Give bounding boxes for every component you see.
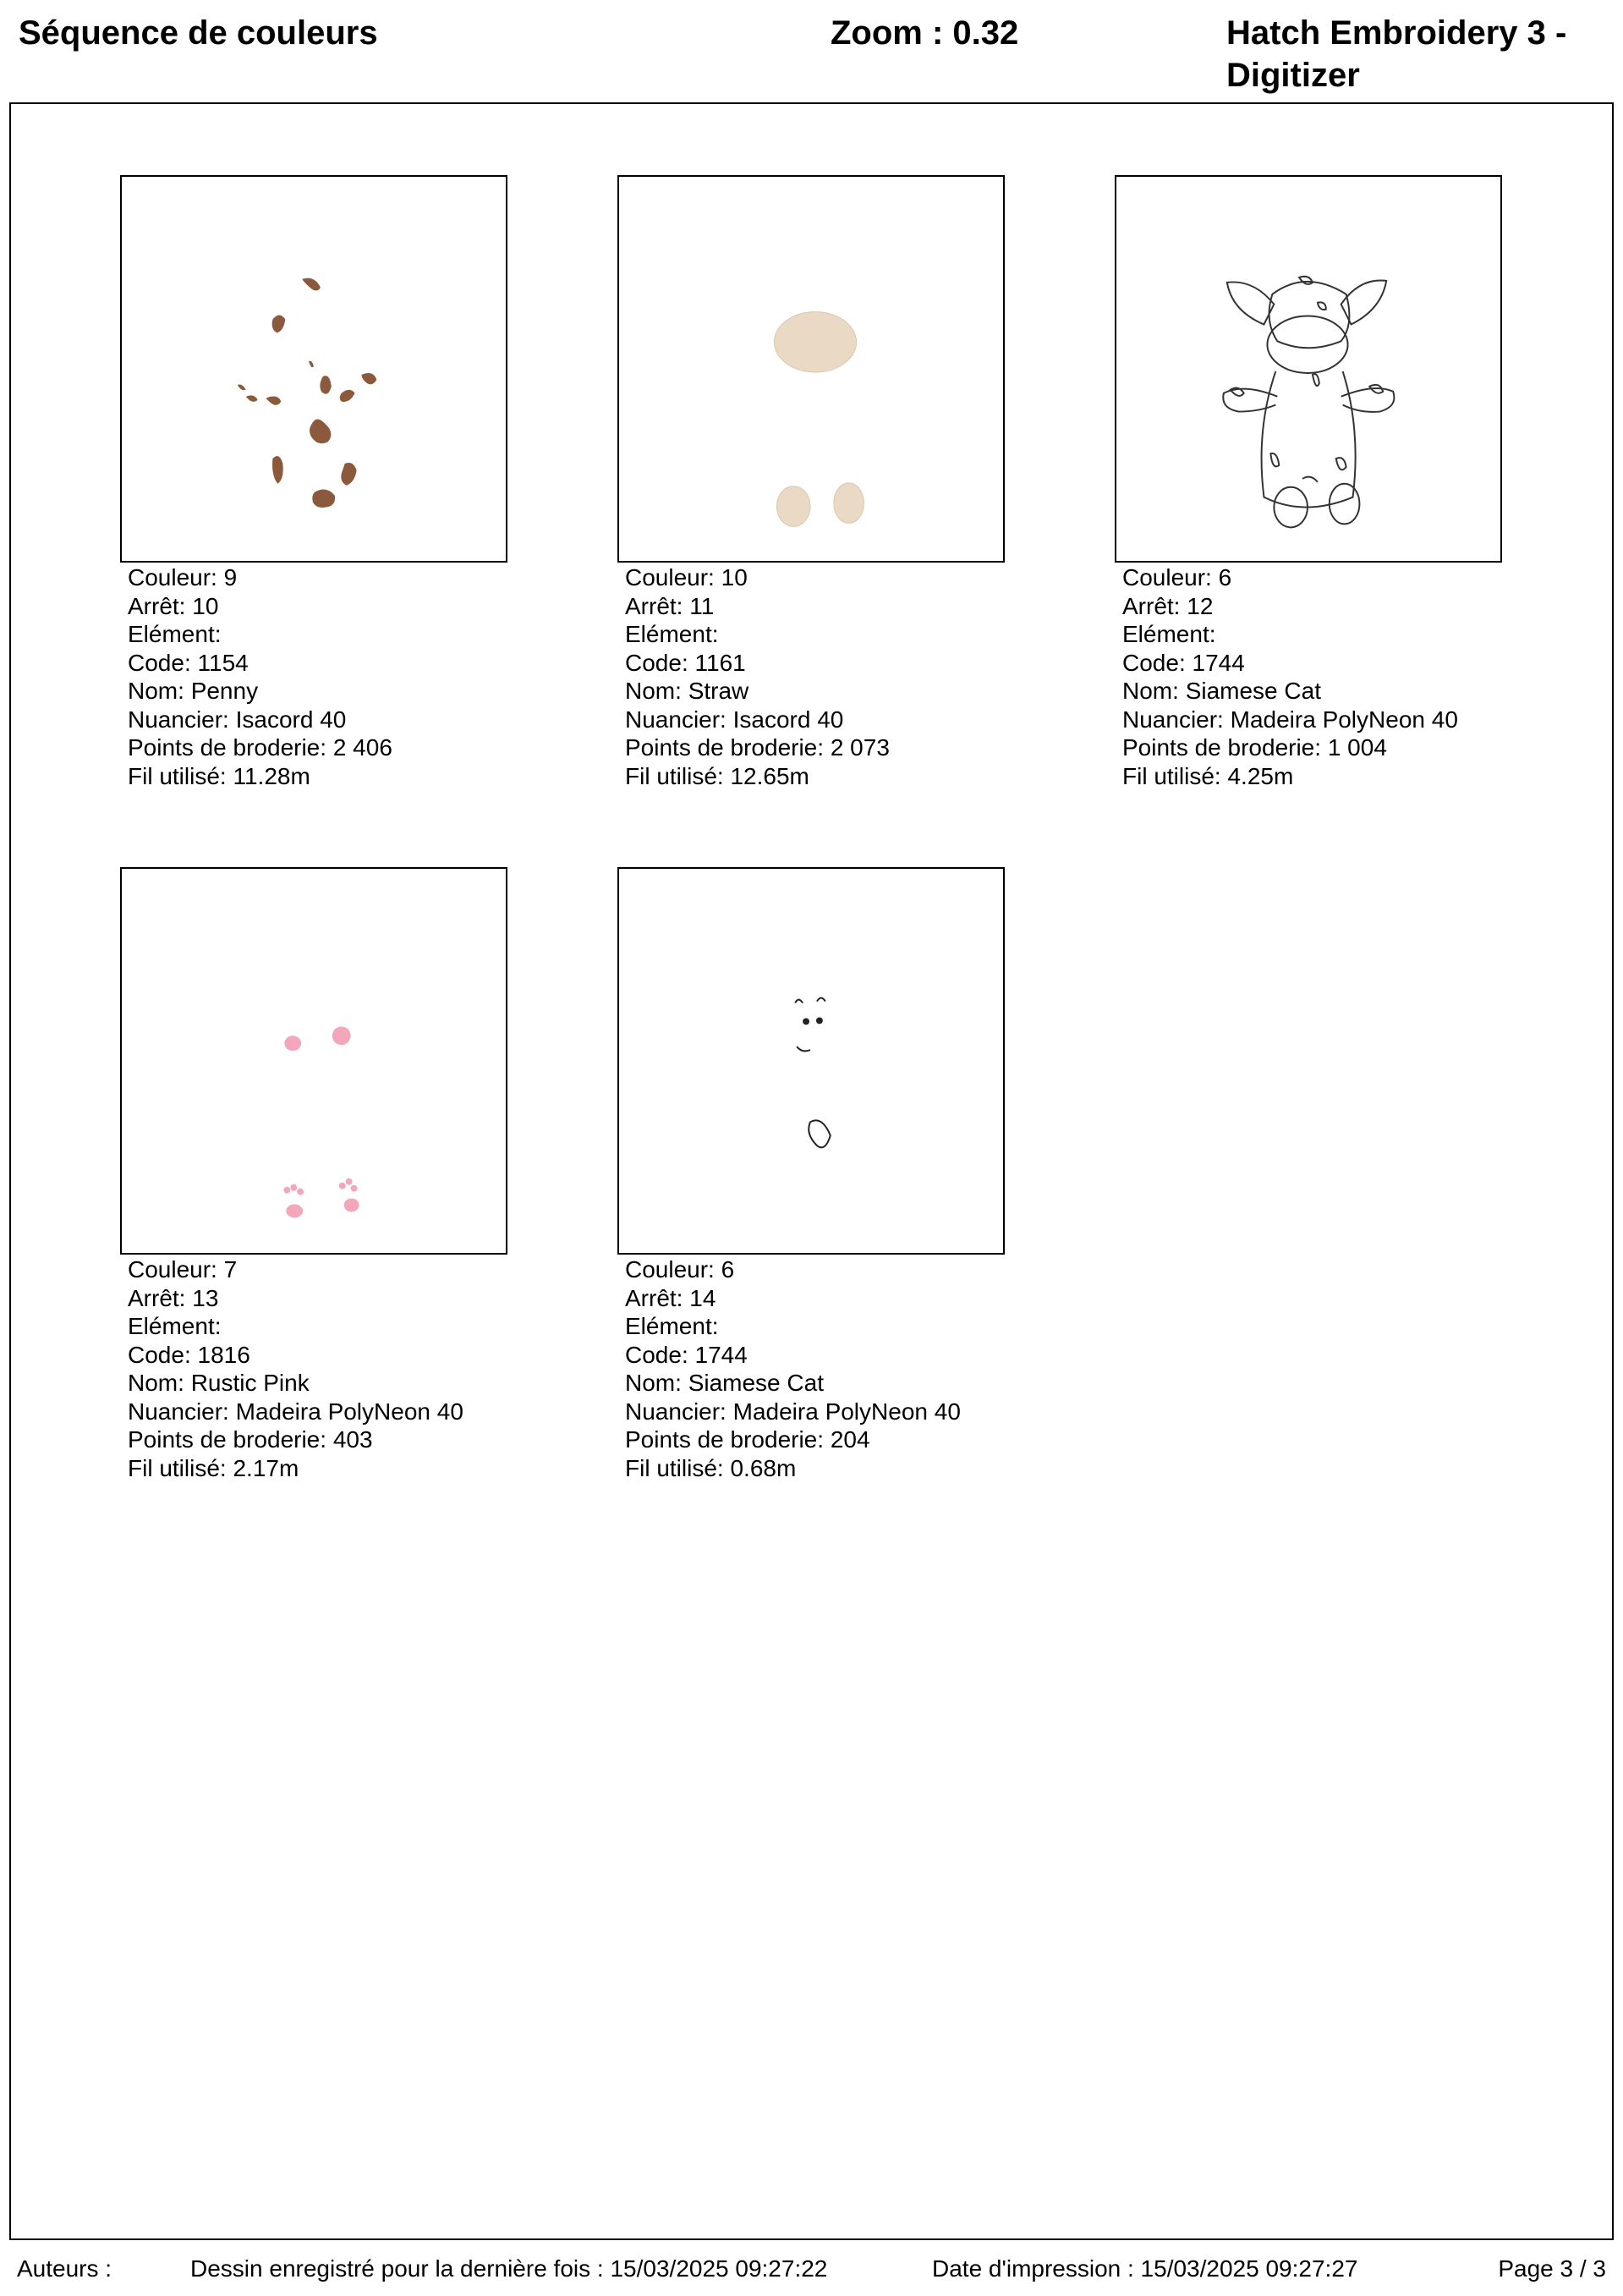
nom-value: Siamese Cat xyxy=(1185,678,1321,704)
fil-value: 4.25m xyxy=(1227,762,1294,789)
element-label: Elément: xyxy=(625,1313,719,1339)
footer-page-number: Page 3 / 3 xyxy=(1498,2255,1606,2282)
color-info-5 xyxy=(625,1255,961,1482)
nom-label: Nom: xyxy=(128,678,184,704)
arret-value: 12 xyxy=(1187,592,1214,619)
points-label: Points de broderie: xyxy=(128,734,327,761)
arret-value: 13 xyxy=(192,1284,219,1311)
brown-patches-preview xyxy=(122,177,506,561)
fil-label: Fil utilisé: xyxy=(128,1454,227,1481)
color-info-2 xyxy=(625,563,890,790)
points-label: Points de broderie: xyxy=(625,734,825,761)
nuancier-label: Nuancier: xyxy=(1122,706,1224,733)
app-name xyxy=(1226,12,1607,96)
muzzle-feet-preview xyxy=(619,177,1003,561)
points-value: 204 xyxy=(830,1426,870,1453)
color-info-4 xyxy=(128,1255,463,1482)
page-title: Séquence de couleurs xyxy=(19,14,378,52)
nom-label: Nom: xyxy=(1122,678,1179,704)
code-value: 1816 xyxy=(197,1341,250,1368)
fil-label: Fil utilisé: xyxy=(128,762,227,789)
arret-label: Arrêt: xyxy=(625,592,683,619)
couleur-label: Couleur: xyxy=(128,564,217,590)
nuancier-value: Madeira PolyNeon 40 xyxy=(732,1398,961,1425)
couleur-value: 9 xyxy=(223,564,238,590)
code-label: Code: xyxy=(128,649,191,676)
couleur-value: 7 xyxy=(223,1256,238,1283)
app-name-line1: Hatch Embroidery 3 - xyxy=(1226,14,1567,52)
app-name-line2: Digitizer xyxy=(1226,57,1360,94)
points-label: Points de broderie: xyxy=(128,1426,327,1453)
nuancier-value: Madeira PolyNeon 40 xyxy=(1230,706,1458,733)
points-value: 2 073 xyxy=(830,734,890,761)
arret-value: 11 xyxy=(689,592,715,619)
fil-label: Fil utilisé: xyxy=(625,1454,724,1481)
footer-print-date: Date d'impression : 15/03/2025 09:27:27 xyxy=(932,2255,1358,2282)
color-info-3 xyxy=(1122,563,1458,790)
face-details-preview xyxy=(619,869,1003,1253)
nuancier-label: Nuancier: xyxy=(128,706,229,733)
footer-saved-date: Dessin enregistré pour la dernière fois : 15/03/2025 09:27:22 xyxy=(190,2255,828,2282)
code-label: Code: xyxy=(625,1341,688,1368)
code-label: Code: xyxy=(625,649,688,676)
code-value: 1154 xyxy=(197,649,249,676)
color-preview-2 xyxy=(617,175,1005,563)
points-value: 1 004 xyxy=(1327,734,1387,761)
nuancier-value: Isacord 40 xyxy=(235,706,347,733)
element-label: Elément: xyxy=(128,621,222,647)
arret-label: Arrêt: xyxy=(625,1284,683,1311)
nom-label: Nom: xyxy=(625,678,682,704)
color-preview-3 xyxy=(1115,175,1502,563)
code-value: 1744 xyxy=(694,1341,748,1368)
code-value: 1161 xyxy=(694,649,746,676)
points-label: Points de broderie: xyxy=(625,1426,825,1453)
points-value: 403 xyxy=(332,1426,373,1453)
nuancier-label: Nuancier: xyxy=(128,1398,229,1425)
fil-value: 2.17m xyxy=(233,1454,299,1481)
cow-outline-preview xyxy=(1116,177,1500,561)
arret-label: Arrêt: xyxy=(1122,592,1181,619)
arret-label: Arrêt: xyxy=(128,1284,186,1311)
arret-label: Arrêt: xyxy=(128,592,186,619)
code-value: 1744 xyxy=(1192,649,1245,676)
footer-authors: Auteurs : xyxy=(17,2255,112,2282)
color-preview-1 xyxy=(120,175,507,563)
element-label: Elément: xyxy=(128,1313,222,1339)
couleur-value: 6 xyxy=(721,1256,735,1283)
nuancier-label: Nuancier: xyxy=(625,1398,727,1425)
code-label: Code: xyxy=(1122,649,1186,676)
couleur-value: 10 xyxy=(721,564,748,590)
element-label: Elément: xyxy=(625,621,719,647)
zoom-level: Zoom : 0.32 xyxy=(831,14,1019,52)
fil-value: 11.28m xyxy=(233,762,310,789)
nom-label: Nom: xyxy=(128,1370,184,1396)
couleur-label: Couleur: xyxy=(625,1256,715,1283)
color-preview-5 xyxy=(617,867,1005,1255)
nuancier-value: Isacord 40 xyxy=(732,706,844,733)
fil-label: Fil utilisé: xyxy=(625,762,724,789)
fil-label: Fil utilisé: xyxy=(1122,762,1221,789)
fil-value: 0.68m xyxy=(730,1454,797,1481)
code-label: Code: xyxy=(128,1341,191,1368)
nom-label: Nom: xyxy=(625,1370,682,1396)
nom-value: Straw xyxy=(688,678,749,704)
couleur-value: 6 xyxy=(1218,564,1232,590)
points-value: 2 406 xyxy=(332,734,392,761)
couleur-label: Couleur: xyxy=(625,564,715,590)
arret-value: 10 xyxy=(192,592,219,619)
nuancier-label: Nuancier: xyxy=(625,706,727,733)
nuancier-value: Madeira PolyNeon 40 xyxy=(235,1398,463,1425)
points-label: Points de broderie: xyxy=(1122,734,1322,761)
couleur-label: Couleur: xyxy=(128,1256,217,1283)
nom-value: Penny xyxy=(190,678,259,704)
element-label: Elément: xyxy=(1122,621,1216,647)
arret-value: 14 xyxy=(689,1284,716,1311)
couleur-label: Couleur: xyxy=(1122,564,1212,590)
nom-value: Rustic Pink xyxy=(190,1370,310,1396)
color-info-1 xyxy=(128,563,392,790)
fil-value: 12.65m xyxy=(730,762,809,789)
nom-value: Siamese Cat xyxy=(688,1370,824,1396)
pink-details-preview xyxy=(122,869,506,1253)
color-preview-4 xyxy=(120,867,507,1255)
